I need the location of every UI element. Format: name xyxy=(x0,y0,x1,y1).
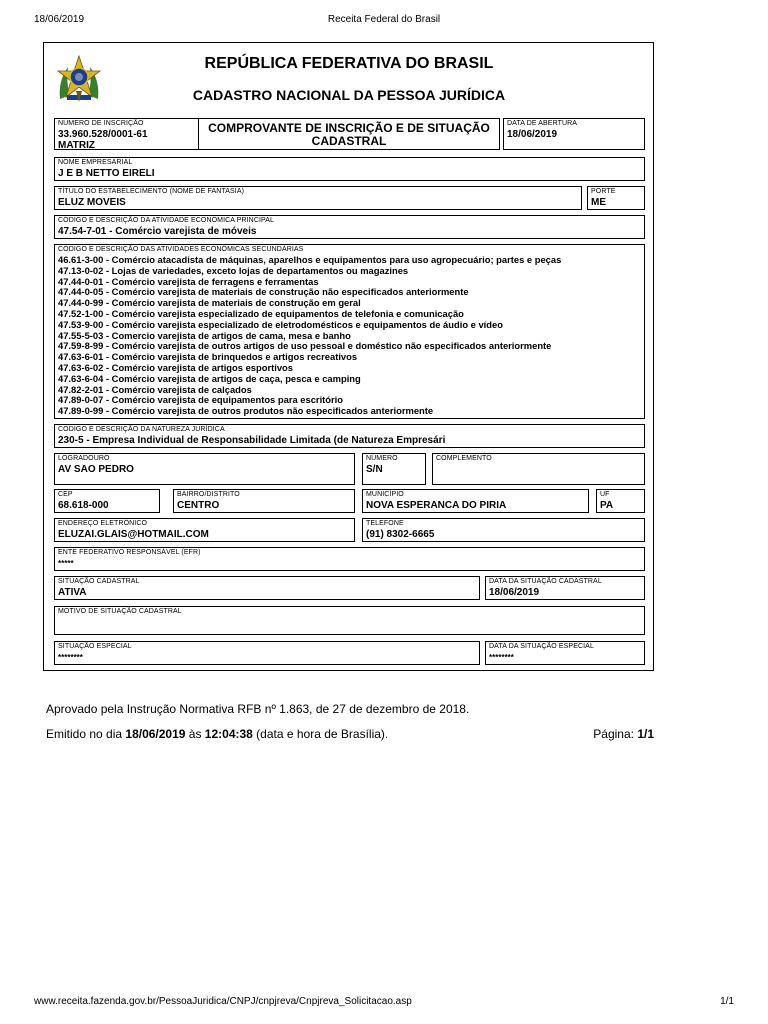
comprovante-line1: COMPROVANTE DE INSCRIÇÃO E DE SITUAÇÃO xyxy=(208,121,490,135)
fantasia-value: ELUZ MOVEIS xyxy=(58,197,126,208)
data-situacao-especial-box xyxy=(485,641,645,665)
situacao-especial-label: SITUAÇÃO ESPECIAL xyxy=(58,643,132,650)
comprovante-title-box xyxy=(198,118,500,150)
atividade-secundaria-item: 47.89-0-07 - Comércio varejista de equipamentos para escritório xyxy=(58,394,344,406)
emitido-mid: às xyxy=(185,727,205,741)
atividade-secundaria-item: 47.44-0-05 - Comércio varejista de materiais de construção não especificados anteriormente xyxy=(58,286,469,298)
porte-box xyxy=(587,186,645,210)
uf-box xyxy=(596,489,645,513)
motivo-label: MOTIVO DE SITUAÇÃO CADASTRAL xyxy=(58,608,182,615)
municipio-label: MUNICÍPIO xyxy=(366,491,404,498)
data-situacao-label: DATA DA SITUAÇÃO CADASTRAL xyxy=(489,578,602,585)
emitido-time: 12:04:38 xyxy=(204,727,253,741)
motivo-box xyxy=(54,606,645,635)
natureza-juridica-box xyxy=(54,424,645,448)
comprovante-line2: CADASTRAL xyxy=(311,134,387,148)
email-value: ELUZAI.GLAIS@HOTMAIL.COM xyxy=(58,529,209,540)
atividade-secundaria-item: 47.55-5-03 - Comercio varejista de artigos de cama, mesa e banho xyxy=(58,329,351,341)
brazil-coat-of-arms-icon xyxy=(56,55,102,103)
atividade-secundaria-item: 47.82-2-01 - Comércio varejista de calçados xyxy=(58,383,252,395)
print-site-title: Receita Federal do Brasil xyxy=(327,14,441,25)
atividade-secundaria-item: 47.53-9-00 - Comércio varejista especializado de eletrodomésticos e equipamentos de áudio e vídeo xyxy=(58,318,503,330)
cep-value: 68.618-000 xyxy=(58,500,109,511)
bairro-label: BAIRRO/DISTRITO xyxy=(177,491,240,498)
data-situacao-especial-value: ******** xyxy=(489,653,514,662)
logradouro-label: LOGRADOURO xyxy=(58,455,110,462)
inscricao-box xyxy=(54,118,199,150)
atividades-secundarias-label: CÓDIGO E DESCRIÇÃO DAS ATIVIDADES ECONÔMICAS SECUNDÁRIAS xyxy=(58,246,304,253)
efr-value: ***** xyxy=(58,559,74,568)
atividades-secundarias-box xyxy=(54,244,645,419)
situacao-especial-box xyxy=(54,641,480,665)
abertura-box xyxy=(503,118,645,150)
atividade-secundaria-item: 47.13-0-02 - Lojas de variedades, exceto lojas de departamentos ou magazines xyxy=(58,264,409,276)
data-situacao-box xyxy=(485,576,645,600)
emitido-suffix: (data e hora de Brasília). xyxy=(252,727,389,741)
telefone-box xyxy=(362,518,645,542)
document-subtitle: CADASTRO NACIONAL DA PESSOA JURÍDICA xyxy=(192,87,506,103)
emitido-text xyxy=(46,727,388,741)
aprovado-text: Aprovado pela Instrução Normativa RFB nº 1.863, de 27 de dezembro de 2018. xyxy=(46,702,470,716)
email-box xyxy=(54,518,355,542)
inscricao-label: NÚMERO DE INSCRIÇÃO xyxy=(58,120,144,127)
complemento-box xyxy=(432,453,645,485)
atividade-principal-label: CÓDIGO E DESCRIÇÃO DA ATIVIDADE ECONÔMICA PRINCIPAL xyxy=(58,217,275,224)
document-title: REPÚBLICA FEDERATIVA DO BRASIL xyxy=(204,55,494,72)
atividade-secundaria-item: 47.63-6-01 - Comércio varejista de brinquedos e artigos recreativos xyxy=(58,351,358,363)
atividade-secundaria-item: 47.59-8-99 - Comércio varejista de outros artigos de uso pessoal e doméstico não especificados anteriormente xyxy=(58,340,552,352)
bairro-value: CENTRO xyxy=(177,500,220,511)
complemento-label: COMPLEMENTO xyxy=(436,455,492,462)
atividade-secundaria-item: 46.61-3-00 - Comércio atacadista de máquinas, aparelhos e equipamentos para uso agropecuário; partes e peças xyxy=(58,254,562,265)
nome-empresarial-box xyxy=(54,157,645,181)
print-page-number: 1/1 xyxy=(720,996,734,1007)
numero-label: NÚMERO xyxy=(366,455,398,462)
atividade-secundaria-item: 47.89-0-99 - Comércio varejista de outros produtos não especificados anteriormente xyxy=(58,405,434,417)
inscricao-value: 33.960.528/0001-61 xyxy=(58,129,148,140)
logradouro-box xyxy=(54,453,355,485)
atividades-secundarias-list xyxy=(58,255,641,417)
atividade-secundaria-item: 47.52-1-00 - Comércio varejista especializado de equipamentos de telefonia e comunicação xyxy=(58,307,464,319)
print-date: 18/06/2019 xyxy=(34,14,85,25)
cnpj-card xyxy=(43,42,654,671)
cep-label: CEP xyxy=(58,491,73,498)
fantasia-box xyxy=(54,186,582,210)
nome-empresarial-label: NOME EMPRESARIAL xyxy=(58,159,133,166)
efr-label: ENTE FEDERATIVO RESPONSÁVEL (EFR) xyxy=(58,549,201,556)
atividade-principal-box xyxy=(54,215,645,239)
natureza-juridica-value: 230-5 - Empresa Individual de Responsabilidade Limitada (de Natureza Empresári xyxy=(58,435,446,446)
abertura-value: 18/06/2019 xyxy=(507,129,558,140)
inscricao-type: MATRIZ xyxy=(58,140,96,150)
pagina-label: Página: xyxy=(593,727,638,741)
data-situacao-value: 18/06/2019 xyxy=(489,587,540,598)
cep-box xyxy=(54,489,160,513)
atividade-secundaria-item: 47.44-0-01 - Comércio varejista de ferragens e ferramentas xyxy=(58,275,319,287)
porte-label: PORTE xyxy=(591,188,616,195)
fantasia-label: TÍTULO DO ESTABELECIMENTO (NOME DE FANTASIA) xyxy=(58,188,245,195)
nome-empresarial-value: J E B NETTO EIRELI xyxy=(58,168,155,179)
data-situacao-especial-label: DATA DA SITUAÇÃO ESPECIAL xyxy=(489,643,594,650)
atividade-secundaria-item: 47.63-6-02 - Comércio varejista de artigos esportivos xyxy=(58,361,293,373)
bairro-box xyxy=(173,489,355,513)
telefone-label: TELEFONE xyxy=(366,520,404,527)
emitido-prefix: Emitido no dia xyxy=(46,727,126,741)
situacao-especial-value: ******** xyxy=(58,653,83,662)
emitido-date: 18/06/2019 xyxy=(125,727,186,741)
situacao-value: ATIVA xyxy=(58,587,87,598)
pagina-text xyxy=(593,727,654,741)
situacao-box xyxy=(54,576,480,600)
abertura-label: DATA DE ABERTURA xyxy=(507,120,578,127)
print-url[interactable]: www.receita.fazenda.gov.br/PessoaJuridica/CNPJ/cnpjreva/Cnpjreva_Solicitacao.asp xyxy=(34,996,412,1007)
uf-label: UF xyxy=(600,491,610,498)
municipio-box xyxy=(362,489,589,513)
efr-box xyxy=(54,547,645,571)
situacao-label: SITUAÇÃO CADASTRAL xyxy=(58,578,140,585)
telefone-value: (91) 8302-6665 xyxy=(366,529,435,540)
numero-value: S/N xyxy=(366,464,383,475)
atividade-principal-value: 47.54-7-01 - Comércio varejista de móveis xyxy=(58,226,257,237)
email-label: ENDEREÇO ELETRÔNICO xyxy=(58,520,148,527)
natureza-juridica-label: CÓDIGO E DESCRIÇÃO DA NATUREZA JURÍDICA xyxy=(58,426,225,433)
pagina-value: 1/1 xyxy=(637,727,654,741)
logradouro-value: AV SAO PEDRO xyxy=(58,464,134,475)
municipio-value: NOVA ESPERANCA DO PIRIA xyxy=(366,500,507,511)
atividade-secundaria-item: 47.44-0-99 - Comércio varejista de materiais de construção em geral xyxy=(58,297,361,309)
numero-box xyxy=(362,453,426,485)
uf-value: PA xyxy=(600,500,614,511)
atividade-secundaria-item: 47.63-6-04 - Comércio varejista de artigos de caça, pesca e camping xyxy=(58,372,361,384)
porte-value: ME xyxy=(591,197,606,208)
